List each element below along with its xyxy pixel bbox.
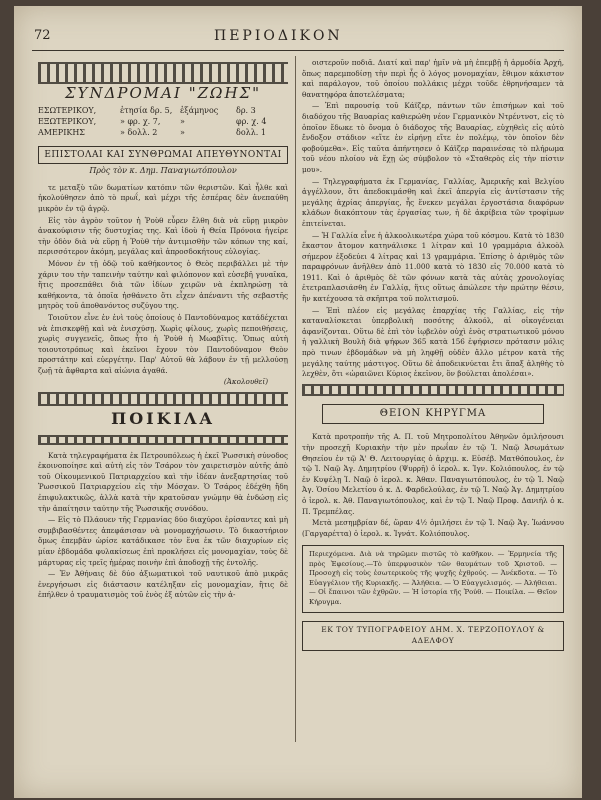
newspaper-page	[14, 6, 582, 798]
periodical-title: ΠΕΡΙΟΔΙΚΟΝ	[214, 28, 343, 44]
right-column	[302, 58, 564, 651]
article-paragraph: — Ἐπὶ παρουσίᾳ τοῦ Κάϊζερ, πάντων τῶν ἐπισήμων καὶ τοῦ διαδόχου τῆς Βαυαρίας καθιερώθη νέον Γερμανικὸν Ντρέντνοτ, εἰς τὸ ὁποῖον ἔδωκε τὸ ὄνομα ὁ διάδοχος τῆς Βαυαρίας, εὐχηθεὶς εἰς αὐτὸ ἔνδοξον στάδιον «εἴτε ἐν εἰρήνῃ εἴτε ἐν πολέμῳ, τὸν ὁποῖον δὲν φοβούμεθα». Εἰς ταῦτα ἀπήντησεν ὁ Κάϊζερ παραινέσας τὸ πλήρωμα τοῦ νέου πλοίου νὰ ἔχῃ ὡς σύμβολον τὸ «Σταθερὸς εἰς τὴν πίστιν μου».	[302, 101, 564, 174]
contents-text: Περιεχόμενα. Διὰ νὰ τηρῶμεν πιστῶς τὸ καθῆκον. — Ἑρμηνεία τῆς πρὸς Ἐφεσίους.—Τὸ ὑπερφυσικὸν τῶν θαυμάτων τοῦ Χριστοῦ. — Προσοχὴ εἰς τοὺς ἐσωτερικοὺς τῆς ψυχῆς ἐχθρούς. — Ἀνέκδοτα. — Τὸ Εὐαγγέλιον τῆς Κυριακῆς. — Ἀλήθεια. — Ὁ Εὐαγγελισμός. — Ἀλήθειαι. — Οἱ ἔπαινοι τῶν ἐχθρῶν. — Ἡ ἱστορία τῆς Ῥούθ. — Ποικίλα. — Θεῖον Κήρυγμα.	[309, 550, 557, 606]
article-paragraph: Κατὰ προτροπὴν τῆς Α. Π. τοῦ Μητροπολίτου Ἀθηνῶν ὁμιλήσουσι τὴν προσεχῆ Κυριακὴν τὴν μὲν πρωΐαν ἐν τῷ Ἱ. Ναῷ Ἀσωμάτων Θησείου ἐν τῷ Ἀ' Θ. Λειτουργίας ὁ ἀρχιμ. κ. Εὐσέβ. Ματθόπουλος, ἐν τῷ Ἱ. Ναῷ Ἁγ. Δημητρίου (Ψυρρῆ) ὁ ἱερολ. κ. Ἰγν. Κολιόπουλος, ἐν τῷ ἐν Κυψέλῃ Ἱ. Ναῷ ὁ ἱερολ. κ. Ἀθαν. Παναγιωτόπουλος, ἐν τῷ Ἱ. Ναῷ Ἁγ. Ὁσίου Μελετίου ὁ κ. Δ. Φαρδελούλας, ἐν τῷ Ἱ. Ναῷ Ἁγ. Δημητρίου ὁ ἱερολ. κ. Ἀθ. Παναγιωτόπουλος, καὶ ἐν τῷ Ἱ. Ναῷ Προφ. Δανιήλ ὁ κ. Π. Τρεμπέλας.	[302, 432, 564, 516]
article-paragraph: Μόνον ἐν τῇ ὁδῷ τοῦ καθήκοντος ὁ Θεὸς περιβάλλει μὲ τὴν χάριν του τὴν ταπεινὴν ταύτην καὶ φιλόπονον καὶ εὐσεβῆ γυναῖκα, ἥτις προσεπάθει διὰ τῶν ἰδίων χειρῶν νὰ ἐκπληρώσῃ τὰ καθήκοντα, τὰ ὁποῖα ἠσθάνετο ὅτι εἶχεν ἀπέναντι τῆς σεβαστῆς μητρὸς τοῦ ἀποθανόντος συζύγου της.	[38, 258, 288, 311]
subscription-row: ΕΣΩΤΕΡΙΚΟΥ, ἐτησία δρ. 5, ἐξάμηνος δρ. 3	[38, 105, 256, 115]
column-divider	[295, 56, 296, 742]
article-paragraph: οιστεροῦν ποδιᾶ. Διατί καὶ παρ' ἡμῖν νὰ μὴ ἐπεμβῇ ἡ ἁρμοδία Ἀρχή, ὅπως παρεμποδίσῃ τὴν περὶ ἧς ὁ λόγος μονομαχίαν, ἔθιμον κάκιστον καὶ παράλογον, τοῦ ὁποίου πολλάκις μέχρι τοῦδε ἐθρηνήσαμεν τὰ θανατηφόρα ἀποτελέσματα;	[302, 58, 564, 99]
subscriptions-title: ΣΥΝΔΡΟΜΑΙ "ΖΩΗΣ"	[64, 84, 262, 102]
page-number: 72	[34, 28, 51, 43]
article-paragraph: — Εἰς τὸ Πλάουεν τῆς Γερμανίας δύο διαχύροι ἐρίσαντες καὶ μὴ συμβιβασθέντες ἀπεφάσισαν νὰ μονομαχήσωσιν. Τὸ δικαστήριον ὅμως ἐπεμβὰν ὡρίσε κατάδικασε τὸν ἕνα ἐκ τῶν διαχυρίων εἰς μίαν ἑβδομάδα φυλακίσεως ἐπὶ προκλήσει εἰς μονομαχίαν, τοὺς δὲ μάρτυρας εἰς τρεῖς ἡμέρας ποινὴν ἐπὶ ἀποδοχῇ τῆς ἐντολῆς.	[38, 515, 288, 567]
left-column	[38, 58, 288, 602]
article-paragraph: τε μεταξὺ τῶν δωματίων κατόπιν τῶν θεριστῶν. Καὶ ἦλθε καὶ ἠκολούθησεν ἀπὸ τὸ πρωΐ, καὶ μέχρι τῆς ἑσπέρας δὲν ἀνεπαύθη μικρὸν ἐν τῷ ἀγρῷ.	[38, 182, 288, 213]
article-paragraph: — Ἡ Γαλλία εἶνε ἡ ἀλκοολικωτέρα χώρα τοῦ κόσμου. Κατὰ τὸ 1830 ἕκαστον ἄτομον κατηνάλισκε 1 λίτραν καὶ 10 γραμμάρια ἀλκοὸλ σήμερον ἐξοδεύει 4 λίτρας καὶ 13 γραμμάρια. Ἐπίσης ὁ ἀριθμὸς τῶν παραφρόνων ἀνῆλθεν ἀπὸ 11.000 κατὰ τὸ 1830 εἰς 70.000 κατὰ τὸ 1911. Καὶ ὁ ἀριθμὸς δὲ τῶν φόνων κατὰ τὰς αὐτὰς χρονολογίας ἐτετραπλασιάσθη ἐν Γαλλίᾳ, ἥτις οὕτως ἀπώλεσε τὴν πρώτην θέσιν, ἣν κατέχουσα τὰ σκῆπτρα τοῦ πολιτισμοῦ.	[302, 230, 564, 304]
article-paragraph: Μετὰ μεσημβρίαν δέ, ὥραν 4½ ὁμιλήσει ἐν τῷ Ἱ. Ναῷ Ἁγ. Ἰωάννου (Γαργαρέττα) ὁ ἱερολ. κ. Ἰγνάτ. Κολιόπουλος.	[302, 518, 564, 538]
article-paragraph: — Ἐν Ἀθήναις δὲ δύο ἀξιωματικοὶ τοῦ ναυτικοῦ ἀπὸ μικρᾶς ἐνεργήσωσι εἰς διάστασιν κατέληξαν εἰς μονομαχίαν, ἣτις δὲ ἐπήλθεν ὁ τραυματισμὸς τοῦ ἑνὸς ἐξ αὐτῶν εἰς τὴν ἀ-	[38, 569, 288, 600]
printer-imprint: ΕΚ ΤΟΥ ΤΥΠΟΓΡΑΦΕΙΟΥ ΔΗΜ. Χ. ΤΕΡΖΟΠΟΥΛΟΥ & ΑΔΕΛΦΟΥ	[302, 621, 564, 650]
ornament-band-middle	[38, 392, 288, 406]
article-paragraph: — Τηλεγραφήματα ἐκ Γερμανίας, Γαλλίας, Ἀμερικῆς καὶ Βελγίου ἀγγέλλουν, ὅτι ἀπεδοκιμάσθη καὶ ἐκεῖ ἀπεργία εἰς ἀντίστασιν τῆς μεγάλης ἀχρίας ἀπεργίας, ἧς ἕνεκεν μεγάλαι ἐργοστάσια διαφόρων κλάδων διακόπτουν τὰς ἐργασίας των, ἡ δὲ ἀκρίβεια τῶν τροφίμων ἐπιτείνεται.	[302, 176, 564, 228]
header-divider	[32, 50, 564, 51]
ornament-band-lower	[38, 435, 288, 445]
ornament-band-top	[38, 62, 288, 84]
article-paragraph: — Ἐπὶ πλέον εἰς μεγάλας ἐπαρχίας τῆς Γαλλίας, εἰς τὴν καταναλίσκεται ὑπερβολικὴ ποσότης ἀλκοόλ, αἱ οἰκογένειαι ἀφανίζονται. Οὕτω δὲ ἐπὶ τὸν ἰῳβελὸν οὐχὶ ἑνὸς στρατιωτικοῦ μόνου ἡ γαλλικὴ Βουλὴ διὰ ψήφων 365 κατὰ 156 ἐψήφισεν πρότασιν μόλις πρὸ τινων ἑβδομάδων νὰ μὴ ληφθῇ οὐδὲν ἄλλο μέτρον κατὰ τῆς μεγάλης ταύτης μάστιγος. Οὕτω δὲ ἀποδεικνύεται ἔτι ἅπαξ ἀληθὴς τὸ λεχθὲν, ὅτι «ὡραιῶνει Κύριος ἐκεῖνον, ὃν βούλεται ἀπολέσαι».	[302, 305, 564, 379]
subscription-row: ΕΞΩΤΕΡΙΚΟΥ, » φρ. χ. 7, » φρ. χ. 4	[38, 116, 267, 126]
article-paragraph: Εἰς τὸν ἀγρὸν τοῦτον ἡ Ῥοὺθ εὗρεν ἔλθη διὰ νὰ εὕρῃ μικρὸν ἀνακούφισιν τῆς δυστυχίας της. Καὶ ἰδοὺ ἡ Θεία Πρόνοια ἠγείρε τὴν ὁδὸν διὰ νὰ εὕρῃ ἡ Ῥοὺθ τὴν ἀντιμισθὴν τῶν κόπων της καί, περισσότερον ἀκόμη, μεγάλας καὶ ἀπροσδοκήτους εὐλογίας.	[38, 215, 288, 257]
letters-recipient: Πρὸς τὸν κ. Δημ. Παναγιωτόπουλον	[89, 166, 237, 176]
letters-heading: ΕΠΙΣΤΟΛΑΙ ΚΑΙ ΣΥΝΘΡΩΜΑΙ ΑΠΕΥΘΥΝΟΝΤΑΙ	[38, 146, 288, 165]
poikila-title: ΠΟΙΚΙΛΑ	[111, 409, 215, 429]
article-paragraph: Κατὰ τηλεγραφήματα ἐκ Πετρουπόλεως ἡ ἐκεῖ Ῥωσσικὴ σύνοδος ἐκοινοποίησε καὶ αὐτὴ εἰς τὸν Τσάρον τὸν χαιρετισμὸν αὐτῆς ἀπὸ τοῦ Οἰκουμενικοῦ Πατριαρχείου καὶ τὴν ἰδέαν ἀνεξαρτησίας τοῦ Ῥωσσικοῦ Πατριαρχείου εἰς τὴν Μόσχαν. Ὁ Τσάρος ἐδέχθη ἤδη ἐπιφυλακτικῶς, ἀλλὰ κατὰ τὴν κρατοῦσαν γνώμην θὰ ἐνδώσῃ εἰς τὴν ἀπαίτησιν ταύτην τῆς Ῥωσσικῆς συνόδου.	[38, 450, 288, 513]
theion-kerygma-title: ΘΕΙΟΝ ΚΗΡΥΓΜΑ	[322, 404, 544, 425]
contents-notice	[302, 545, 564, 613]
continued-note: (Ἀκολουθεῖ)	[223, 377, 268, 387]
subscription-row: ΑΜΕΡΙΚΗΣ » δολλ. 2 » δολλ. 1	[38, 127, 266, 137]
article-paragraph: Τοιοῦτον εἶνε ἐν ἐνὶ τοὺς ὁποίους ὁ Παντοδύναμος κατάδέχεται νὰ ἐπισκεφθῇ καὶ νὰ ἐνισχύσῃ. Χωρὶς φίλους, χωρὶς πεποιθήσεις, χωρὶς συγγενεῖς, ὅπως ἦτο ἡ Ῥοὺθ ἡ Μωαβῖτις. Ὅπως αὐτὴ τοιουτοτρόπως καὶ ἐκεῖνοι ἔχουν τὸν Παντοδύναμον Θεὸν προστάτην καὶ εὐεργέτην. Παρ' Αὐτοῦ θὰ λάβουν ἐν τῇ μελλούσῃ ζωῇ τὰ ἄφθαρτα καὶ αἰώνια ἀγαθά.	[38, 312, 288, 375]
ornament-band-right	[302, 384, 564, 396]
